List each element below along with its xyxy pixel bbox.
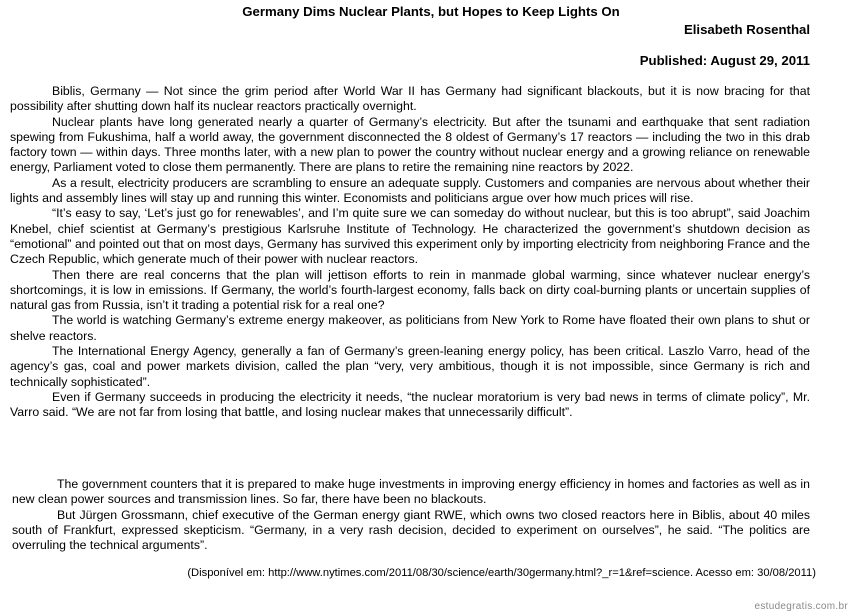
paragraph: Biblis, Germany — Not since the grim period after World War II has Germany had significant blackouts, but it is now bracing for that possibility after shutting down half its nuclear reactors practically overnight.: [10, 84, 810, 114]
paragraph: Then there are real concerns that the plan will jettison efforts to rein in manmade global warming, since whatever nuclear energy’s shortcomings, it is low in emissions. If Germany, the world’s fourth-largest economy, falls back on dirty coal-burning plants or uncertain supplies of natural gas from Russia, isn’t it trading a potential risk for a real one?: [10, 267, 810, 313]
publication-date: Published: August 29, 2011: [639, 53, 810, 68]
paragraph: The world is watching Germany’s extreme energy makeover, as politicians from New York to Rome have floated their own plans to shut or shelve reactors.: [10, 313, 810, 343]
paragraph: “It’s easy to say, ‘Let’s just go for renewables’, and I’m quite sure we can someday do without nuclear, but this is too abrupt”, said Joachim Knebel, chief scientist at Germany’s prestigious Karlsruhe Institute of Technology. He characterized the government’s shutdown decision as “emotional” and pointed out that on most days, Germany has survived this experiment only by importing electricity from neighboring France and the Czech Republic, which generate much of their power with nuclear reactors.: [10, 206, 810, 267]
article-author: Elisabeth Rosenthal: [683, 22, 810, 37]
source-citation: (Disponível em: http://www.nytimes.com/2011/08/30/science/earth/30germany.html?_r=1&ref=science. Acesso em: 30/08/2011): [187, 567, 816, 579]
paragraph: As a result, electricity producers are scrambling to ensure an adequate supply. Customers and companies are nervous about whether their lights and assembly lines will stay up and running this winter. Economists and politicians argue over how much prices will rise.: [10, 175, 810, 206]
paragraph: The government counters that it is prepared to make huge investments in improving energy efficiency in homes and factories as well as in new clean power sources and transmission lines. So far, there have been no blackouts.: [12, 477, 810, 507]
site-watermark: estudegratis.com.br: [754, 601, 848, 612]
article-title: Germany Dims Nuclear Plants, but Hopes to Keep Lights On: [242, 4, 620, 19]
paragraph: But Jürgen Grossmann, chief executive of the German energy giant RWE, which owns two closed reactors here in Biblis, about 40 miles south of Frankfurt, expressed skepticism. “Germany, in a very rash decision, decided to experiment on ourselves”, he said. “The politics are overruling the technical arguments”.: [12, 507, 810, 553]
paragraph: Even if Germany succeeds in producing the electricity it needs, “the nuclear moratorium is very bad news in terms of climate policy”, Mr. Varro said. “We are not far from losing that battle, and losing nuclear makes that unnecessarily difficult”.: [10, 389, 810, 420]
article-body: [10, 84, 810, 421]
paragraph: Nuclear plants have long generated nearly a quarter of Germany’s electricity. But after the tsunami and earthquake that sent radiation spewing from Fukushima, half a world away, the government disconnected the 8 oldest of Germany’s 17 reactors — including the two in this drab factory town — within days. Three months later, with a new plan to power the country without nuclear energy and a growing reliance on renewable energy, Parliament voted to close them permanently. There are plans to retire the remaining nine reactors by 2022.: [10, 114, 810, 175]
article-body-continued: [12, 477, 810, 553]
paragraph: The International Energy Agency, generally a fan of Germany’s green-leaning energy policy, has been critical. Laszlo Varro, head of the agency’s gas, coal and power markets division, called the plan “very, very ambitious, though it is not impossible, since Germany is rich and technically sophisticated”.: [10, 344, 810, 389]
